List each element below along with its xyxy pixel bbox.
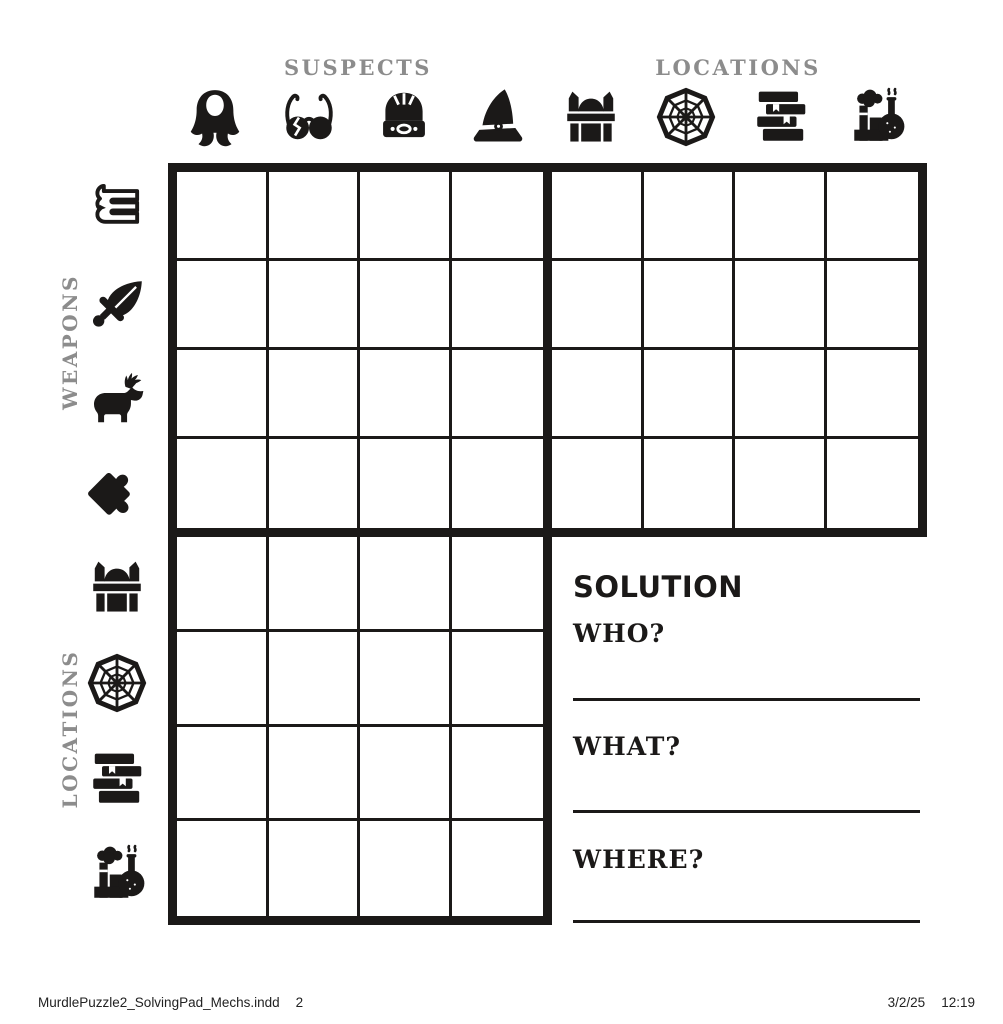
altar-icon <box>559 85 623 149</box>
grid-cell[interactable] <box>735 261 827 350</box>
grid-cell[interactable] <box>452 821 544 916</box>
grid-cell[interactable] <box>177 727 269 822</box>
grid-cell[interactable] <box>360 727 452 822</box>
grid-cell[interactable] <box>269 350 361 439</box>
grid-divider <box>543 172 552 528</box>
footer-timestamp <box>888 995 975 1010</box>
grid-cell[interactable] <box>269 727 361 822</box>
grid-cell[interactable] <box>452 439 544 528</box>
solution-title: SOLUTION <box>573 570 744 604</box>
grid-cell[interactable] <box>827 439 919 528</box>
solution-line-what[interactable] <box>573 810 920 813</box>
grid-cell[interactable] <box>827 261 919 350</box>
grid-cell[interactable] <box>269 261 361 350</box>
grid-cell[interactable] <box>177 261 269 350</box>
grid-cell[interactable] <box>452 261 544 350</box>
footer-page-number: 2 <box>295 995 304 1010</box>
grid-cell[interactable] <box>452 727 544 822</box>
grid-cell[interactable] <box>827 350 919 439</box>
book-stack-icon <box>85 747 149 811</box>
broken-glasses-icon <box>277 85 341 149</box>
weapons-side-label: WEAPONS <box>58 274 82 410</box>
grid-cell[interactable] <box>360 439 452 528</box>
solution-label-who: WHO? <box>573 619 666 648</box>
suspects-header-label: SUSPECTS <box>284 55 432 80</box>
grid-cell[interactable] <box>552 261 644 350</box>
grid-cell[interactable] <box>735 350 827 439</box>
grid-cell[interactable] <box>827 172 919 261</box>
solving-grid-bottom-left <box>168 528 552 925</box>
grid-cell[interactable] <box>269 172 361 261</box>
footer-file-info <box>38 995 303 1010</box>
wig-icon <box>183 85 247 149</box>
grid-cell[interactable] <box>644 261 736 350</box>
book-stack-icon <box>749 85 813 149</box>
moose-icon <box>85 367 149 431</box>
grid-cell[interactable] <box>735 172 827 261</box>
grid-cell[interactable] <box>360 261 452 350</box>
grid-cell[interactable] <box>360 172 452 261</box>
tome-icon <box>85 180 149 244</box>
grid-cell[interactable] <box>452 537 544 632</box>
puzzle-piece-icon <box>85 460 149 524</box>
grid-cell[interactable] <box>269 821 361 916</box>
factory-icon <box>845 85 909 149</box>
spider-web-icon <box>85 651 149 715</box>
altar-icon <box>85 555 149 619</box>
grid-cell[interactable] <box>360 537 452 632</box>
factory-icon <box>85 842 149 906</box>
grid-cell[interactable] <box>269 439 361 528</box>
grid-cell[interactable] <box>269 537 361 632</box>
grid-cell[interactable] <box>360 821 452 916</box>
grid-cell[interactable] <box>177 537 269 632</box>
grid-cell[interactable] <box>177 821 269 916</box>
beanie-icon <box>372 85 436 149</box>
grid-cell[interactable] <box>177 350 269 439</box>
grid-cell[interactable] <box>360 350 452 439</box>
grid-cell[interactable] <box>177 439 269 528</box>
grid-cell[interactable] <box>552 350 644 439</box>
spider-web-icon <box>654 85 718 149</box>
grid-cell[interactable] <box>644 350 736 439</box>
solving-grid-top <box>168 163 927 537</box>
witch-hat-icon <box>466 85 530 149</box>
solution-line-where[interactable] <box>573 920 920 923</box>
footer-date: 3/2/25 <box>887 995 926 1010</box>
grid-cell[interactable] <box>269 632 361 727</box>
locations-header-label: LOCATIONS <box>655 55 821 80</box>
solution-line-who[interactable] <box>573 698 920 701</box>
grid-cell[interactable] <box>552 439 644 528</box>
footer-filename: MurdlePuzzle2_SolvingPad_Mechs.indd <box>38 995 280 1010</box>
grid-cell[interactable] <box>735 439 827 528</box>
solution-label-what: WHAT? <box>573 732 681 761</box>
grid-cell[interactable] <box>177 632 269 727</box>
footer-time: 12:19 <box>941 995 975 1010</box>
dagger-icon <box>85 274 149 338</box>
grid-cell[interactable] <box>552 172 644 261</box>
grid-cell[interactable] <box>177 172 269 261</box>
solution-label-where: WHERE? <box>573 845 705 874</box>
grid-cell[interactable] <box>644 172 736 261</box>
grid-cell[interactable] <box>360 632 452 727</box>
grid-cell[interactable] <box>644 439 736 528</box>
grid-cell[interactable] <box>452 350 544 439</box>
locations-side-label: LOCATIONS <box>58 649 82 809</box>
grid-cell[interactable] <box>452 632 544 727</box>
grid-cell[interactable] <box>452 172 544 261</box>
